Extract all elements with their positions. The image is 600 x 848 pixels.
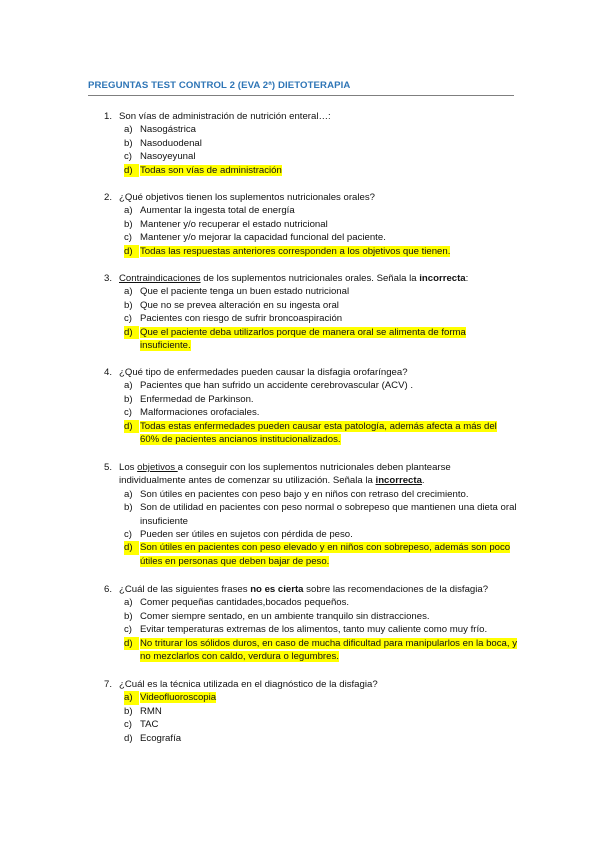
option-text-highlighted: Que el paciente deba utilizarlos porque de manera oral se alimenta de forma insuficiente. <box>140 326 466 352</box>
option-text-highlighted: Videofluoroscopia <box>140 692 217 704</box>
option-letter: c) <box>124 407 132 419</box>
question-number: 7. <box>104 679 113 690</box>
option-a <box>88 285 518 298</box>
option-letter: b) <box>124 137 133 149</box>
document-title: PREGUNTAS TEST CONTROL 2 (EVA 2ª) DIETOTERAPIA <box>88 80 351 91</box>
option-text: Enfermedad de Parkinson. <box>140 393 254 405</box>
option-letter: b) <box>124 299 133 311</box>
option-text: Comer pequeñas cantidades,bocados pequeños. <box>140 597 350 609</box>
question-prompt <box>88 366 518 379</box>
option-text: Evitar temperaturas extremas de los alimentos, tanto muy caliente como muy frío. <box>140 624 488 636</box>
option-d <box>88 732 518 745</box>
option-a-correct <box>88 691 518 704</box>
question-3 <box>88 272 518 352</box>
question-text: ¿Qué objetivos tienen los suplementos nutricionales orales? <box>119 192 375 203</box>
option-d-correct <box>88 541 518 568</box>
option-text: Aumentar la ingesta total de energía <box>140 205 295 217</box>
option-text: Nasogástrica <box>140 124 196 136</box>
option-letter: c) <box>124 719 132 731</box>
option-b <box>88 705 518 718</box>
option-c <box>88 623 518 636</box>
question-text: ¿Cuál es la técnica utilizada en el diagnóstico de la disfagia? <box>119 679 378 690</box>
option-text: Mantener y/o mejorar la capacidad funcional del paciente. <box>140 232 386 244</box>
option-c <box>88 231 518 244</box>
option-text-highlighted: Son útiles en pacientes con peso elevado y en niños con sobrepeso, además son poco útiles en personas que deben bajar de peso. <box>140 542 511 567</box>
question-text-start: ¿Cuál de las siguientes frases <box>119 584 251 595</box>
option-letter: c) <box>124 624 132 636</box>
option-b <box>88 610 518 623</box>
question-text-start: Los <box>119 462 138 473</box>
option-text: Pacientes con riesgo de sufrir broncoaspiración <box>140 313 343 325</box>
option-d-correct <box>88 420 518 447</box>
question-prompt <box>88 678 518 691</box>
option-text: Que no se prevea alteración en su ingesta oral <box>140 299 339 311</box>
option-text: Nasoduodenal <box>140 137 202 149</box>
question-text: de los suplementos nutricionales orales. Señala la <box>200 273 420 284</box>
option-c <box>88 312 518 325</box>
question-text-underlined: objetivos <box>137 462 178 473</box>
question-2 <box>88 191 518 258</box>
question-prompt <box>88 191 518 204</box>
question-text-end: sobre las recomendaciones de la disfagia? <box>303 584 489 595</box>
question-text-bold: incorrecta <box>419 273 466 284</box>
option-c <box>88 150 518 163</box>
question-6 <box>88 583 518 663</box>
option-text: Comer siempre sentado, en un ambiente tranquilo sin distracciones. <box>140 610 430 622</box>
option-letter: c) <box>124 232 132 244</box>
option-a <box>88 596 518 609</box>
option-letter: a) <box>124 286 133 298</box>
option-letter: a) <box>124 597 133 609</box>
question-text: a conseguir con los suplementos nutricionales deben plantearse individualmente antes de comenzar su utilización. Señala la <box>119 462 451 487</box>
option-letter: c) <box>124 151 132 163</box>
option-letter: b) <box>124 218 133 230</box>
title-divider <box>88 95 514 96</box>
option-text: RMN <box>140 705 162 717</box>
question-1 <box>88 110 518 177</box>
option-text-highlighted: Todas las respuestas anteriores corresponden a los objetivos que tienen. <box>140 245 451 257</box>
question-number: 2. <box>104 192 113 203</box>
option-text: Mantener y/o recuperar el estado nutricional <box>140 218 328 230</box>
option-letter: a) <box>124 124 133 136</box>
option-letter: b) <box>124 705 133 717</box>
question-text: Son vías de administración de nutrición enteral…: <box>119 111 331 122</box>
option-letter: d) <box>124 637 139 650</box>
option-b <box>88 137 518 150</box>
question-5 <box>88 461 518 568</box>
option-text: Ecografía <box>140 732 182 744</box>
question-4 <box>88 366 518 446</box>
option-letter: b) <box>124 393 133 405</box>
option-letter: d) <box>124 420 139 433</box>
option-text: Pueden ser útiles en sujetos con pérdida de peso. <box>140 529 353 541</box>
option-d-correct <box>88 245 518 258</box>
option-a <box>88 488 518 501</box>
option-text-highlighted: Todas estas enfermedades pueden causar esta patología, además afecta a más del 60% de pacientes ancianos institucionalizados. <box>140 420 497 446</box>
option-letter: c) <box>124 313 132 325</box>
question-number: 1. <box>104 111 113 122</box>
option-letter: b) <box>124 502 133 514</box>
option-text: Pacientes que han sufrido un accidente cerebrovascular (ACV) . <box>140 380 414 392</box>
option-letter: d) <box>124 732 133 744</box>
question-prompt <box>88 583 518 596</box>
option-b <box>88 501 518 528</box>
option-b <box>88 299 518 312</box>
question-text-bold: no es cierta <box>250 584 304 595</box>
option-c <box>88 718 518 731</box>
question-text-end: : <box>465 273 469 284</box>
option-c <box>88 528 518 541</box>
option-text: Son de utilidad en pacientes con peso normal o sobrepeso que mantienen una dieta oral insuficiente <box>140 502 517 527</box>
option-b <box>88 393 518 406</box>
option-text: Que el paciente tenga un buen estado nutricional <box>140 286 350 298</box>
question-prompt <box>88 461 518 488</box>
option-text: Malformaciones orofaciales. <box>140 407 260 419</box>
option-letter: c) <box>124 529 132 541</box>
question-prompt <box>88 272 518 285</box>
option-text-highlighted: Todas son vías de administración <box>140 164 282 176</box>
question-text-bold-underlined: incorrecta <box>375 475 422 487</box>
question-text-underlined: Contraindicaciones <box>119 273 201 284</box>
option-letter: b) <box>124 610 133 622</box>
question-7 <box>88 678 518 745</box>
option-letter: a) <box>124 380 133 392</box>
question-text: ¿Qué tipo de enfermedades pueden causar la disfagia orofaríngea? <box>119 367 408 378</box>
question-number: 4. <box>104 367 113 378</box>
question-text-end: . <box>421 475 425 487</box>
option-letter: d) <box>124 326 139 339</box>
option-letter: a) <box>124 691 139 704</box>
option-text: TAC <box>140 719 159 731</box>
question-number: 6. <box>104 584 113 595</box>
option-letter: a) <box>124 205 133 217</box>
option-letter: a) <box>124 488 133 500</box>
option-letter: d) <box>124 541 139 554</box>
question-prompt <box>88 110 518 123</box>
option-a <box>88 204 518 217</box>
option-letter: d) <box>124 164 139 177</box>
option-d-correct <box>88 326 518 353</box>
option-a <box>88 379 518 392</box>
option-d-correct <box>88 637 518 664</box>
question-number: 5. <box>104 462 113 473</box>
question-number: 3. <box>104 273 113 284</box>
option-text: Nasoyeyunal <box>140 151 196 163</box>
option-text-highlighted: No triturar los sólidos duros, en caso de mucha dificultad para manipularlos en la boca, y no mezclarlos con caldo, verdura o legumbres. <box>140 637 518 663</box>
option-d-correct <box>88 164 518 177</box>
option-text: Son útiles en pacientes con peso bajo y en niños con retraso del crecimiento. <box>140 488 469 500</box>
option-c <box>88 406 518 419</box>
option-a <box>88 123 518 136</box>
option-b <box>88 218 518 231</box>
option-letter: d) <box>124 245 139 258</box>
